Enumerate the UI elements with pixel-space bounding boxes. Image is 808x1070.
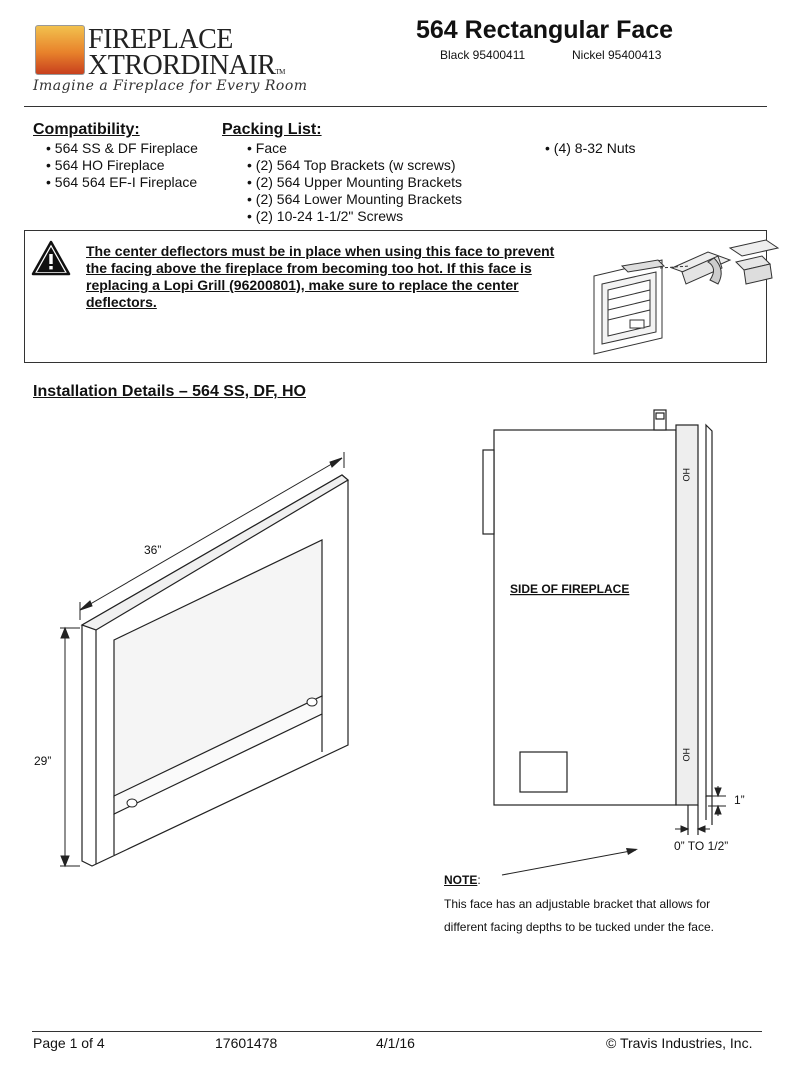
list-item: • (2) 564 Top Brackets (w screws) xyxy=(247,157,462,174)
brand-logo-flame-icon xyxy=(35,25,85,75)
compatibility-list xyxy=(46,140,198,191)
depth-dimension-label: 1” xyxy=(734,793,745,807)
document-date: 4/1/16 xyxy=(376,1035,415,1051)
brand-name xyxy=(88,24,285,85)
page-number: Page 1 of 4 xyxy=(33,1035,105,1051)
document-number: 17601478 xyxy=(215,1035,278,1051)
packing-list xyxy=(247,140,462,225)
brand-line1: FIREPLACE xyxy=(88,24,233,55)
black-part-number: Black 95400411 xyxy=(440,48,526,62)
footer-divider xyxy=(32,1031,762,1032)
nickel-part-number: Nickel 95400413 xyxy=(572,48,662,62)
list-item: • Face xyxy=(247,140,462,157)
compatibility-heading: Compatibility: xyxy=(33,121,140,138)
center-deflector-illustration xyxy=(590,238,780,358)
brand-tagline: Imagine a Fireplace for Every Room xyxy=(33,78,308,94)
list-item: • 564 SS & DF Fireplace xyxy=(46,140,198,157)
list-item: • (2) 564 Upper Mounting Brackets xyxy=(247,174,462,191)
packing-list-extra xyxy=(545,140,636,157)
list-item: • (2) 564 Lower Mounting Brackets xyxy=(247,191,462,208)
note-arrow xyxy=(500,840,660,880)
packing-list-heading: Packing List: xyxy=(222,121,322,138)
brand-line2: XTRORDINAIRTM xyxy=(88,50,285,81)
installation-heading: Installation Details – 564 SS, DF, HO xyxy=(33,383,306,400)
side-of-fireplace-label: SIDE OF FIREPLACE xyxy=(510,582,630,596)
note-heading: NOTE: xyxy=(444,873,481,887)
header-divider xyxy=(24,106,767,107)
page-title: 564 Rectangular Face xyxy=(416,16,674,44)
height-dimension-label: 29” xyxy=(34,754,52,768)
list-item: • (4) 8-32 Nuts xyxy=(545,140,636,157)
copyright: © Travis Industries, Inc. xyxy=(606,1035,753,1051)
note-text: This face has an adjustable bracket that allows for different facing depths to be tucked under the face. xyxy=(444,897,714,934)
list-item: • 564 HO Fireplace xyxy=(46,157,198,174)
bracket-label-top: HO xyxy=(681,468,691,482)
bracket-label-bottom: HO xyxy=(681,748,691,762)
list-item: • (2) 10-24 1-1/2" Screws xyxy=(247,208,462,225)
face-dimension-drawing xyxy=(30,440,370,880)
gap-dimension-label: 0” TO 1/2” xyxy=(674,839,729,853)
list-item: • 564 564 EF-I Fireplace xyxy=(46,174,198,191)
warning-triangle-icon xyxy=(31,240,71,276)
side-view-drawing xyxy=(470,400,770,870)
width-dimension-label: 36” xyxy=(144,543,162,557)
warning-text: The center deflectors must be in place when using this face to prevent the facing above the fireplace from becoming too hot. If this face is replacing a Lopi Grill (96200801), make sure to replace the center deflectors. xyxy=(86,243,555,310)
